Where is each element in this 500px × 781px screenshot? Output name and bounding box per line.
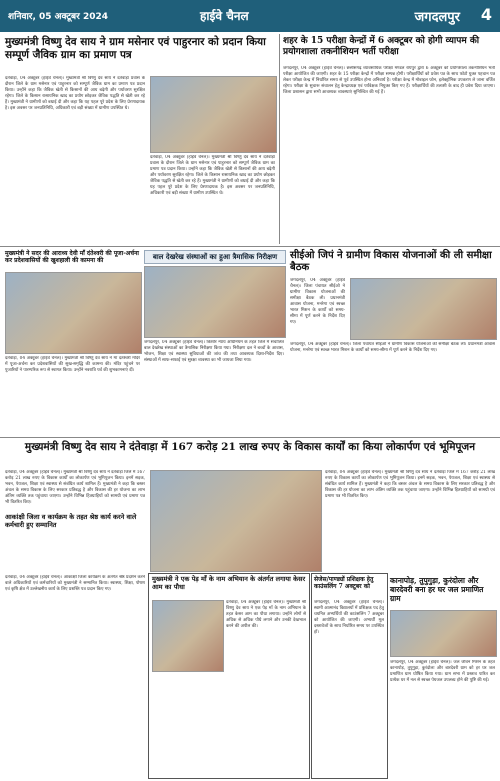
story4-headline: बाल देखरेख संस्थाओं का हुआ त्रैमासिक निरीक्षण xyxy=(144,250,286,264)
story1-photo xyxy=(150,76,277,153)
page-number: 4 xyxy=(480,5,492,24)
story8-photo xyxy=(152,600,224,672)
story10-photo xyxy=(390,610,497,657)
story5-headline: सीईओ जिपं ने ग्रामीण विकास योजनाओं की ली समीक्षा बैठक xyxy=(290,250,492,273)
story1-body: दंतेवाड़ा, 04 अक्टूबर (हाईवे चैनल)। मुख्यमंत्री श्री विष्णु देव साय ने दंतेवाड़ा प्रवास के दौरान जिले के ग्राम मसेनार एवं पाहुरनार को सम्पूर्ण जैविक ग्राम का प्रमाण पत्र प्रदान किया। उन्होंने कहा कि जैविक खेती से किसानों की आय बढ़ेगी और पर्यावरण सुरक्षित रहेगा। जिले के किसान रासायनिक खाद का प्रयोग छोड़कर जैविक पद्धति से खेती कर रहे हैं। मुख्यमंत्री ने ग्रामीणों को बधाई दी और कहा कि यह पहल पूरे प्रदेश के लिए प्रेरणादायक है। इस अवसर पर जनप्रतिनिधि, अधिकारी एवं बड़ी संख्या में ग्रामीण उपस्थित थे। xyxy=(5,76,145,111)
story2-headline: शहर के 15 परीक्षा केन्द्रों में 6 अक्टूबर को होगी व्यापम की प्रयोगशाला तकनीशियन भर्ती परीक्षा xyxy=(283,36,480,57)
story5-body-cont: जगदलपुर, 04 अक्टूबर (हाईवे चैनल)। जिला पंचायत सीईओ ने ग्रामीण विकास योजनाओं की समीक्षा बैठक ली। प्रधानमंत्री आवास योजना, मनरेगा एवं स्वच्छ भारत मिशन के कार्यों को समय-सीमा में पूर्ण करने के निर्देश दिए गए। xyxy=(290,342,495,353)
story9-body: जगदलपुर, 04 अक्टूबर (हाईवे चैनल)। स्वामी आत्मानंद विद्यालयों में प्रशिक्षक पद हेतु चयनित अभ्यर्थियों की काउंसलिंग 7 अक्टूबर को आयोजित की जाएगी। अभ्यर्थी मूल दस्तावेजों के साथ निर्धारित समय पर उपस्थित हों। xyxy=(314,600,384,635)
column-divider xyxy=(279,34,280,244)
section-name: हाईवे चैनल xyxy=(200,9,249,23)
story6-body: दंतेवाड़ा, 04 अक्टूबर (हाईवे चैनल)। मुख्यमंत्री श्री विष्णु देव साय ने दंतेवाड़ा जिले में 167 करोड़ 21 लाख रुपए के विकास कार्यों का लोकार्पण एवं भूमिपूजन किया। इनमें सड़क, भवन, पेयजल, शिक्षा एवं स्वास्थ्य से संबंधित कार्य शामिल हैं। मुख्यमंत्री ने कहा कि बस्तर अंचल के समग्र विकास के लिए सरकार प्रतिबद्ध है और विकास की हर योजना का लाभ अंतिम व्यक्ति तक पहुंचाया जाएगा। उन्होंने विभिन्न हितग्राहियों को सामग्री एवं प्रमाण पत्र भी वितरित किए। xyxy=(5,470,145,505)
story10-body: जगदलपुर, 04 अक्टूबर (हाईवे चैनल)। जल जीवन मिशन के तहत कानापोड़, तुपुगुड़ा, कुरंदोला और बारदेवरी ग्राम को हर घर जल प्रमाणित ग्राम घोषित किया गया। ग्राम सभा में प्रस्ताव पारित कर प्रत्येक घर में नल से स्वच्छ पेयजल उपलब्ध होने की पुष्टि की गई। xyxy=(390,660,495,683)
story6-body-cont: दंतेवाड़ा, 04 अक्टूबर (हाईवे चैनल)। मुख्यमंत्री श्री विष्णु देव साय ने दंतेवाड़ा जिले में 167 करोड़ 21 लाख रुपए के विकास कार्यों का लोकार्पण एवं भूमिपूजन किया। इनमें सड़क, भवन, पेयजल, शिक्षा एवं स्वास्थ्य से संबंधित कार्य शामिल हैं। मुख्यमंत्री ने कहा कि बस्तर अंचल के समग्र विकास के लिए सरकार प्रतिबद्ध है और विकास की हर योजना का लाभ अंतिम व्यक्ति तक पहुंचाया जाएगा। उन्होंने विभिन्न हितग्राहियों को सामग्री एवं प्रमाण पत्र भी वितरित किए। xyxy=(325,470,495,499)
story6-photo xyxy=(150,470,322,572)
story1-body-cont: दंतेवाड़ा, 04 अक्टूबर (हाईवे चैनल)। मुख्यमंत्री श्री विष्णु देव साय ने दंतेवाड़ा प्रवास के दौरान जिले के ग्राम मसेनार एवं पाहुरनार को सम्पूर्ण जैविक ग्राम का प्रमाण पत्र प्रदान किया। उन्होंने कहा कि जैविक खेती से किसानों की आय बढ़ेगी और पर्यावरण सुरक्षित रहेगा। जिले के किसान रासायनिक खाद का प्रयोग छोड़कर जैविक पद्धति से खेती कर रहे हैं। मुख्यमंत्री ने ग्रामीणों को बधाई दी और कहा कि यह पहल पूरे प्रदेश के लिए प्रेरणादायक है। इस अवसर पर जनप्रतिनिधि, अधिकारी एवं बड़ी संख्या में ग्रामीण उपस्थित थे। xyxy=(150,155,275,196)
story1-headline: मुख्यमंत्री विष्णु देव साय ने ग्राम मसेनार एवं पाहुरनार को प्रदान किया सम्पूर्ण जैविक ग्राम का प्रमाण पत्र xyxy=(5,36,266,61)
story10-headline: कानापोड़, तुपुगुड़ा, कुरंदोला और बारदेवरी बना हर घर जल प्रमाणित ग्राम xyxy=(390,576,484,603)
story3-headline: मुख्यमंत्री ने सदर की आराध्य देवी माँ दंतेश्वरी की पूजा-अर्चना कर प्रदेशवासियों की खुशहाली की कामना की xyxy=(5,250,139,265)
story3-body: दंतेवाड़ा, 04 अक्टूबर (हाईवे चैनल)। मुख्यमंत्री श्री विष्णु देव साय ने माँ दंतेश्वरी मंदिर में पूजा-अर्चना कर प्रदेशवासियों की सुख-समृद्धि की कामना की। मंदिर पहुंचने पर पुजारियों ने पारम्परिक रूप से स्वागत किया। उन्होंने नवरात्रि पर्व की शुभकामनाएं दीं। xyxy=(5,356,140,373)
story8-headline: मुख्यमंत्री ने एक पेड़ माँ के नाम अभियान के अंतर्गत लगाया केसर आम का पौधा xyxy=(152,575,306,591)
story5-body: जगदलपुर, 04 अक्टूबर (हाईवे चैनल)। जिला पंचायत सीईओ ने ग्रामीण विकास योजनाओं की समीक्षा बैठक ली। प्रधानमंत्री आवास योजना, मनरेगा एवं स्वच्छ भारत मिशन के कार्यों को समय-सीमा में पूर्ण करने के निर्देश दिए गए। xyxy=(290,278,345,325)
story5-photo xyxy=(350,278,497,340)
story2-body: जगदलपुर, 04 अक्टूबर (हाईवे चैनल)। छत्तीसगढ़ व्यावसायिक परीक्षा मण्डल रायपुर द्वारा 6 अक्टूबर को प्रयोगशाला तकनीशियन भर्ती परीक्षा आयोजित की जाएगी। शहर के 15 परीक्षा केन्द्रों में परीक्षा सम्पन्न होगी। परीक्षार्थियों को प्रवेश पत्र के साथ फोटो युक्त पहचान पत्र लेकर परीक्षा केन्द्र में निर्धारित समय से पूर्व उपस्थित होना अनिवार्य है। परीक्षा केन्द्र में मोबाइल फोन, इलेक्ट्रॉनिक उपकरण ले जाना वर्जित रहेगा। परीक्षा के सुचारू संचालन हेतु केन्द्राध्यक्ष एवं पर्यवेक्षक नियुक्त किए गए हैं। परीक्षार्थियों की तलाशी के बाद ही प्रवेश दिया जाएगा। जिला प्रशासन द्वारा सभी आवश्यक व्यवस्थाएं सुनिश्चित की गई हैं। xyxy=(283,66,495,95)
row-divider xyxy=(0,246,500,247)
story3-photo xyxy=(5,272,142,354)
story9-headline: सेजेस/पाण्ड्यों प्रशिक्षक हेतु काउंसलिंग 7 अक्टूबर को xyxy=(314,576,374,591)
story4-photo xyxy=(144,266,286,338)
story7-headline: आकांक्षी जिला व कार्यक्रम के तहत श्रेष्ठ कार्य करने वाले कर्मचारी हुए सम्मानित xyxy=(5,513,137,529)
issue-date: शनिवार, 05 अक्टूबर 2024 xyxy=(8,12,108,22)
story6-headline: मुख्यमंत्री विष्णु देव साय ने दंतेवाड़ा में 167 करोड़ 21 लाख रुपए के विकास कार्यों का किया लोकार्पण एवं भूमिपूजन xyxy=(24,441,476,453)
page-header xyxy=(0,0,500,32)
row-divider-2 xyxy=(0,437,500,438)
story4-body: जगदलपुर, 04 अक्टूबर (हाईवे चैनल)। किशोर न्याय अधिनियम के तहत जिले में संचालित बाल देखरेख संस्थाओं का त्रैमासिक निरीक्षण किया गया। निरीक्षण दल ने बच्चों के आवास, भोजन, शिक्षा एवं स्वास्थ्य सुविधाओं की जांच की तथा आवश्यक दिशा-निर्देश दिए। संस्थाओं में साफ-सफाई एवं सुरक्षा व्यवस्था का भी जायजा लिया गया। xyxy=(144,340,284,363)
edition-city: जगदलपुर xyxy=(414,10,460,25)
story7-body: दंतेवाड़ा, 04 अक्टूबर (हाईवे चैनल)। आकांक्षी जिला कार्यक्रम के अंतर्गत श्रेष्ठ प्रदर्शन करने वाले अधिकारियों एवं कर्मचारियों को मुख्यमंत्री ने सम्मानित किया। स्वास्थ्य, शिक्षा, पोषण एवं कृषि क्षेत्र में उल्लेखनीय कार्य के लिए प्रशस्ति पत्र प्रदान किए गए। xyxy=(5,575,145,592)
story8-body: दंतेवाड़ा, 04 अक्टूबर (हाईवे चैनल)। मुख्यमंत्री श्री विष्णु देव साय ने एक पेड़ माँ के नाम अभियान के तहत केसर आम का पौधा लगाया। उन्होंने लोगों से अधिक से अधिक पौधे लगाने और उनकी देखभाल करने की अपील की। xyxy=(226,600,306,629)
